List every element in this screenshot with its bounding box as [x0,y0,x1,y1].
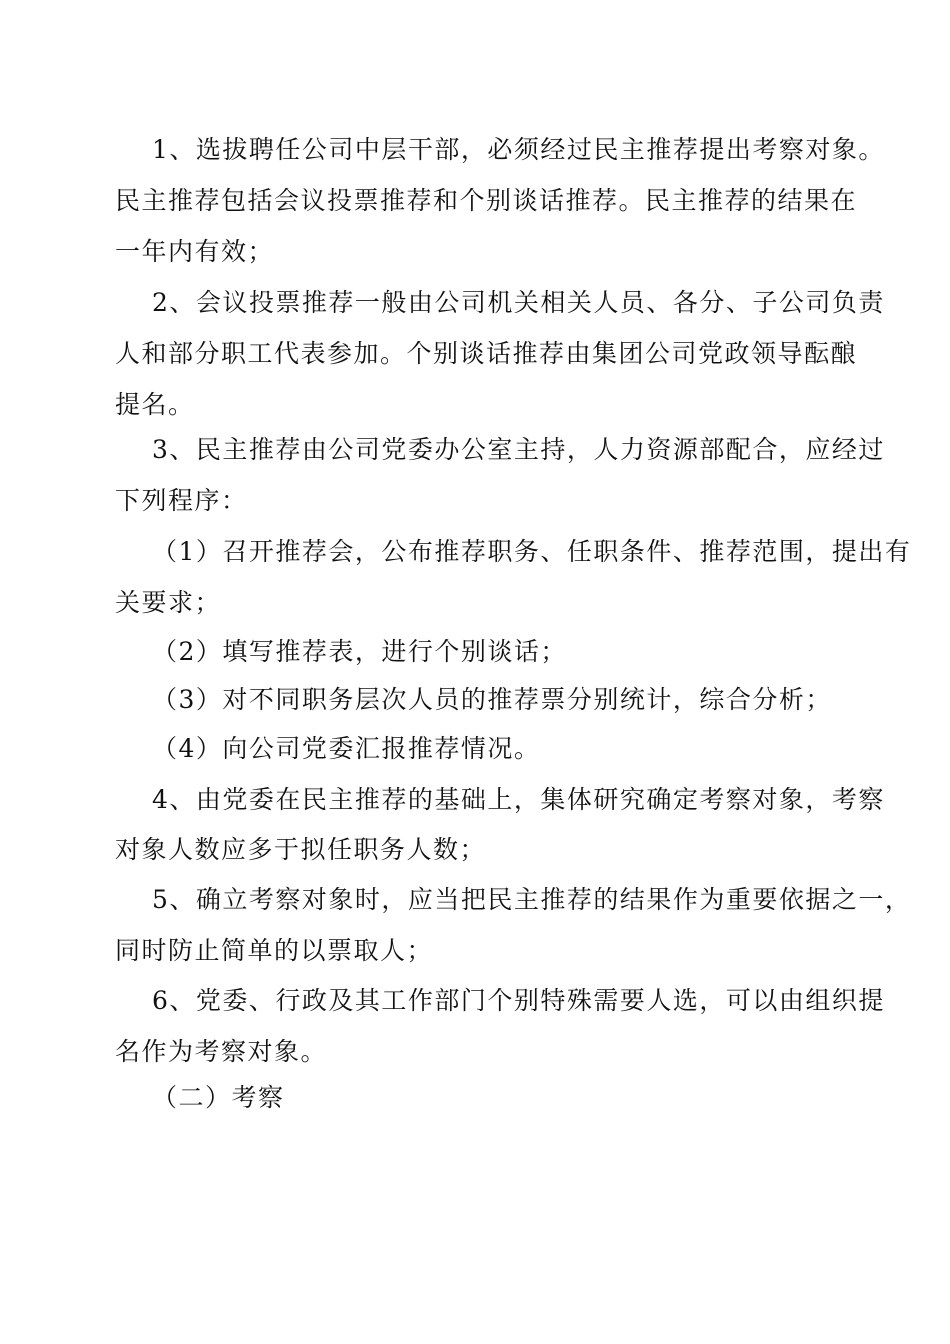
section-heading-kaocha: （二）考察 [152,1083,285,1112]
paragraph-1-line-2: 民主推荐包括会议投票推荐和个别谈话推荐。民主推荐的结果在 [115,186,858,215]
paragraph-3-line-2: 下列程序： [115,486,248,515]
paragraph-1-line-1: 1、选拔聘任公司中层干部，必须经过民主推荐提出考察对象。 [152,135,885,164]
paragraph-5-line-1: 5、确立考察对象时，应当把民主推荐的结果作为重要依据之一， [152,885,912,914]
paragraph-2-line-2: 人和部分职工代表参加。个别谈话推荐由集团公司党政领导酝酿 [115,339,858,368]
paragraph-6-line-2: 名作为考察对象。 [115,1037,328,1066]
paragraph-1-line-3: 一年内有效； [115,237,275,266]
step-1-line-2: 关要求； [115,588,222,617]
paragraph-2-line-1: 2、会议投票推荐一般由公司机关相关人员、各分、子公司负责 [152,288,885,317]
step-4: （4）向公司党委汇报推荐情况。 [152,734,541,763]
paragraph-5-line-2: 同时防止简单的以票取人； [115,936,434,965]
step-2: （2）填写推荐表，进行个别谈话； [152,637,567,666]
step-1-line-1: （1）召开推荐会，公布推荐职务、任职条件、推荐范围，提出有 [152,537,912,566]
paragraph-6-line-1: 6、党委、行政及其工作部门个别特殊需要人选，可以由组织提 [152,986,885,1015]
paragraph-4-line-2: 对象人数应多于拟任职务人数； [115,835,487,864]
step-3: （3）对不同职务层次人员的推荐票分别统计，综合分析； [152,685,832,714]
paragraph-3-line-1: 3、民主推荐由公司党委办公室主持，人力资源部配合，应经过 [152,435,885,464]
paragraph-4-line-1: 4、由党委在民主推荐的基础上，集体研究确定考察对象，考察 [152,785,885,814]
paragraph-2-line-3: 提名。 [115,390,195,419]
